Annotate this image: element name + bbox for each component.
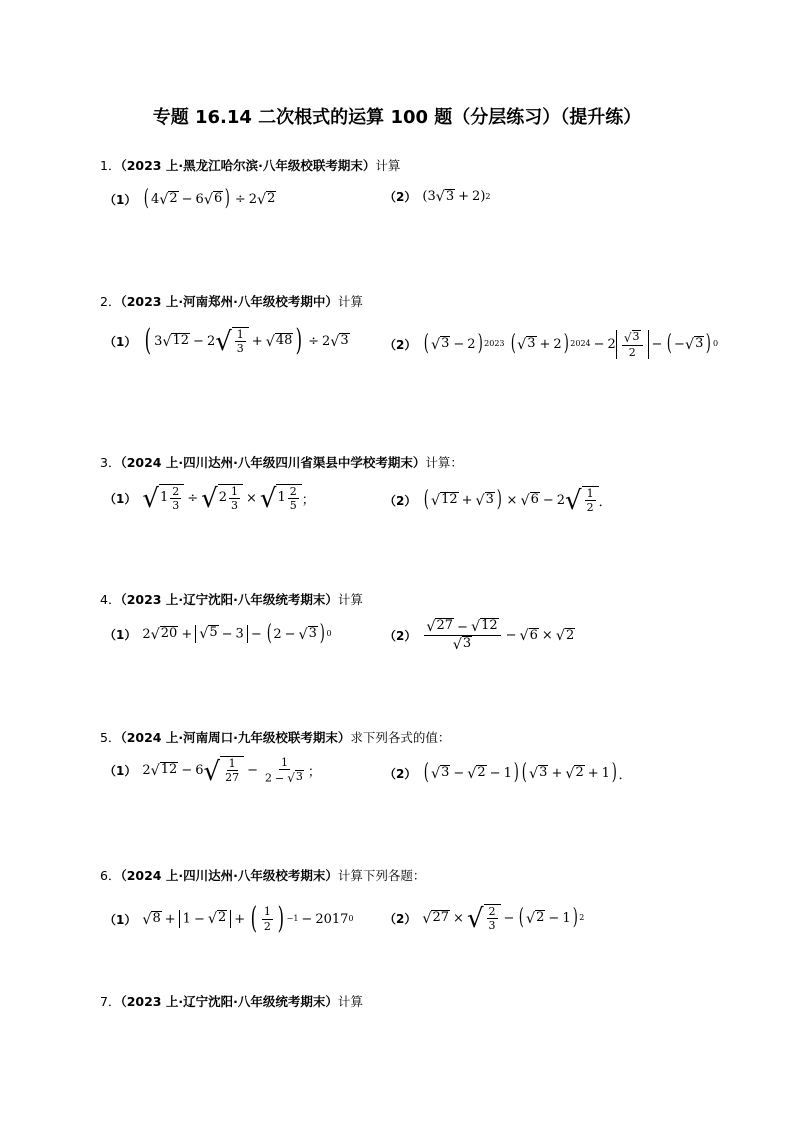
page-title: 专题 16.14 二次根式的运算 100 题（分层练习）（提升练） <box>152 107 642 128</box>
radical: √ 2 <box>467 765 486 782</box>
radical: √ 6 <box>203 191 223 208</box>
q4-part1: （1） 2 √ 20 + √ 5 − 3 − ( 2 − √ 3 ) 0 <box>104 621 332 646</box>
q2-part2: （2） ( √ 3 − 2 ) 2023 ( √ 3 + 2 ) 2024 − 2 √ 3 2 − ( − √ 3 ) 0 <box>384 330 719 359</box>
question-source: （2023 上·黑龙江哈尔滨·八年级校联考期末） <box>120 158 376 173</box>
radical: √ 3 <box>330 333 349 350</box>
radical: √ 2 $\frac{1}{3}$ <box>201 484 243 512</box>
radical: √ 20 <box>150 626 178 643</box>
radical: √ 2 <box>565 765 584 782</box>
q6-part1: （1） √ 8 + 1 − √ 2 + ( $\frac{1}{2}$ ) −1 − 2017 0 <box>104 901 354 936</box>
radical: √ 3 <box>517 336 536 354</box>
q3-part2: （2） ( √ 12 + √ 3 ) × √ 6 − 2 √ $\frac{1}{2}$ ． <box>384 486 612 517</box>
question-number: 1． <box>100 158 121 173</box>
radical: √ 3 <box>475 492 494 509</box>
question-3-header: 3．（2024 上·四川达州·八年级四川省渠县中学校考期末）计算： <box>100 455 463 470</box>
q3-part1: （1） √ 1 $\frac{2}{3}$ ÷ √ 2 $\frac{1}{3}$ × √ 1 $\frac{2}{5}$ ； <box>104 484 315 515</box>
radical: √ 1 $\frac{2}{3}$ <box>142 484 184 512</box>
q1-part1: （1） ( 4 √ 2 − 6 √ 6 ) ÷ 2 √ 2 <box>104 186 276 211</box>
radical: √ 6 <box>519 627 538 645</box>
q4-part2: （2） √ 27 − √ 12 √ 3 − √ 6 × √ 2 <box>384 618 575 653</box>
radical: √ 27 <box>422 910 450 927</box>
radical: √ 3 <box>298 626 317 643</box>
radical: √ 1 $\frac{2}{5}$ <box>260 484 302 512</box>
radical: √ 2 <box>555 627 575 645</box>
fraction: $\frac{1}{2}$ <box>263 905 271 933</box>
absolute-value: √ 5 − 3 <box>195 625 248 643</box>
fraction: √ 27 − √ 12 √ 3 <box>424 618 500 653</box>
radical: √ 12 <box>430 492 458 509</box>
question-1-header <box>100 156 400 174</box>
q2-part1: （1） ( 3 √ 12 − 2 √ $\frac{1}{3}$ + √ 48 ) ÷ 2 √ 3 <box>104 323 349 358</box>
question-task: 计算 <box>375 158 401 173</box>
question-2-header: 2．（2023 上·河南郑州·八年级校考期中）计算 <box>100 294 363 309</box>
question-4-header: 4．（2023 上·辽宁沈阳·八年级统考期末）计算 <box>100 592 363 607</box>
fraction: 1 2 − √ 3 <box>264 756 303 785</box>
radical: √ $\frac{1}{27}$ <box>204 756 245 784</box>
radical: √ 3 <box>435 188 455 206</box>
radical: √ 48 <box>265 333 293 350</box>
radical: √ $\frac{2}{3}$ <box>467 904 501 932</box>
radical: √ 2 <box>159 191 178 208</box>
radical: √ 3 <box>430 765 450 782</box>
radical: √ 6 <box>520 492 539 509</box>
radical: √ 3 <box>529 765 548 782</box>
absolute-value: √ 3 2 <box>616 330 649 359</box>
question-6-header: 6．（2024 上·四川达州·八年级校考期末）计算下列各题： <box>100 868 426 883</box>
absolute-value: 1 − √ 2 <box>179 910 232 928</box>
radical: √ 8 <box>142 911 161 928</box>
radical: √ $\frac{1}{2}$ <box>565 486 599 514</box>
radical: √ 2 <box>526 910 545 927</box>
q1-part2: （2） ( 3 √ 3 + 2 ) 2 <box>384 188 491 206</box>
q5-part2: （2） ( √ 3 − √ 2 − 1 ) ( √ 3 + √ 2 + 1 ) ． <box>384 760 632 785</box>
radical: √ 12 <box>162 333 190 350</box>
radical: √ 12 <box>150 762 178 780</box>
radical: √ 3 <box>684 336 704 354</box>
radical: √ $\frac{1}{3}$ <box>215 327 249 355</box>
q6-part2: （2） √ 27 × √ $\frac{2}{3}$ − ( √ 2 − 1 ) 2 <box>384 904 585 935</box>
question-7-header: 7．（2023 上·辽宁沈阳·八年级统考期末）计算 <box>100 994 363 1009</box>
radical: √ 2 <box>257 191 276 208</box>
q5-part1: （1） 2 √ 12 − 6 √ $\frac{1}{27}$ − 1 2 − √ 3 ； <box>104 756 321 787</box>
radical: √ 3 <box>430 336 450 354</box>
question-5-header: 5．（2024 上·河南周口·九年级校联考期末）求下列各式的值： <box>100 730 451 745</box>
